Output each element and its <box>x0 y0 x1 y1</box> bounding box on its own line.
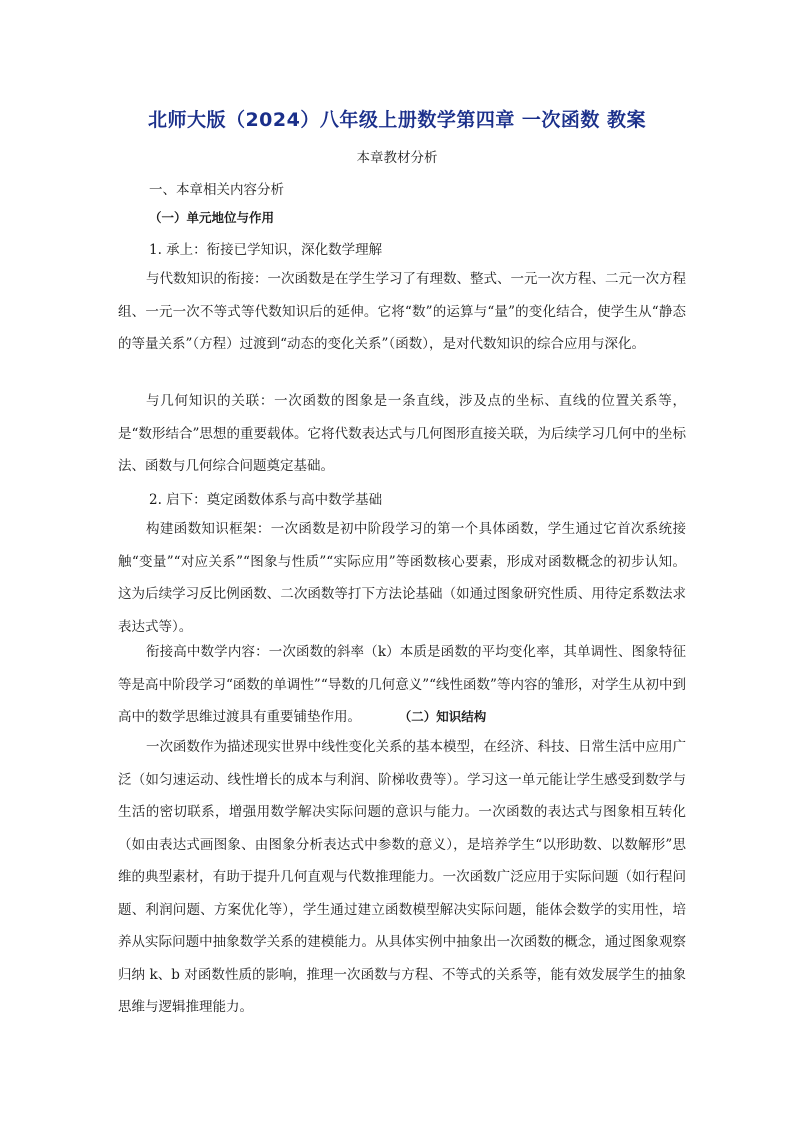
paragraph-text: 衔接高中数学内容：一次函数的斜率（k）本质是函数的平均变化率，其单调性、图象特征等是高中阶段学习“函数的单调性”“导数的几何意义”“线性函数”等内容的雏形，对学生从初中到高中的数学思维过渡具有重要铺垫作用。 <box>118 644 686 725</box>
page-subtitle: 本章教材分析 <box>356 150 438 166</box>
item-heading: 1. 承上：衔接已学知识，深化数学理解 <box>149 242 383 258</box>
subsection-heading: （二）知识结构 <box>405 709 487 724</box>
paragraph: 与几何知识的关联：一次函数的图象是一条直线，涉及点的坐标、直线的位置关系等，是“数形结合”思想的重要载体。它将代数表达式与几何图形直接关联，为后续学习几何中的坐标法、函数与几何综合问题奠定基础。 <box>118 393 686 474</box>
paragraph <box>118 636 686 734</box>
section-heading: 一、本章相关内容分析 <box>149 182 284 198</box>
paragraph: 一次函数作为描述现实世界中线性变化关系的基本模型，在经济、科技、日常生活中应用广泛（如匀速运动、线性增长的成本与利润、阶梯收费等）。学习这一单元能让学生感受到数学与生活的密切联系，增强用数学解决实际问题的意识与能力。一次函数的表达式与图象相互转化（如由表达式画图象、由图象分析表达式中参数的意义），是培养学生“以形助数、以数解形”思维的典型素材，有助于提升几何直观与代数推理能力。一次函数广泛应用于实际问题（如行程问题、利润问题、方案优化等），学生通过建立函数模型解决实际问题，能体会数学的实用性，培养从实际问题中抽象数学关系的建模能力。从具体实例中抽象出一次函数的概念，通过图象观察归纳 k、b 对函数性质的影响，推理一次函数与方程、不等式的关系等，能有效发展学生的抽象思维与逻辑推理能力。 <box>118 739 686 1015</box>
paragraph: 与代数知识的衔接：一次函数是在学生学习了有理数、整式、一元一次方程、二元一次方程组、一元一次不等式等代数知识后的延伸。它将“数”的运算与“量”的变化结合，使学生从“静态的等量关系”（方程）过渡到“动态的变化关系”（函数），是对代数知识的综合应用与深化。 <box>118 271 686 352</box>
subsection-heading: （一）单元地位与作用 <box>149 210 275 225</box>
page-title: 北师大版（2024）八年级上册数学第四章 一次函数 教案 <box>147 109 647 131</box>
paragraph: 构建函数知识框架：一次函数是初中阶段学习的第一个具体函数，学生通过它首次系统接触“变量”“对应关系”“图象与性质”“实际应用”等函数核心要素，形成对函数概念的初步认知。这为后续学习反比例函数、二次函数等打下方法论基础（如通过图象研究性质、用待定系数法求表达式等）。 <box>118 521 686 635</box>
item-heading: 2. 启下：奠定函数体系与高中数学基础 <box>149 492 383 508</box>
